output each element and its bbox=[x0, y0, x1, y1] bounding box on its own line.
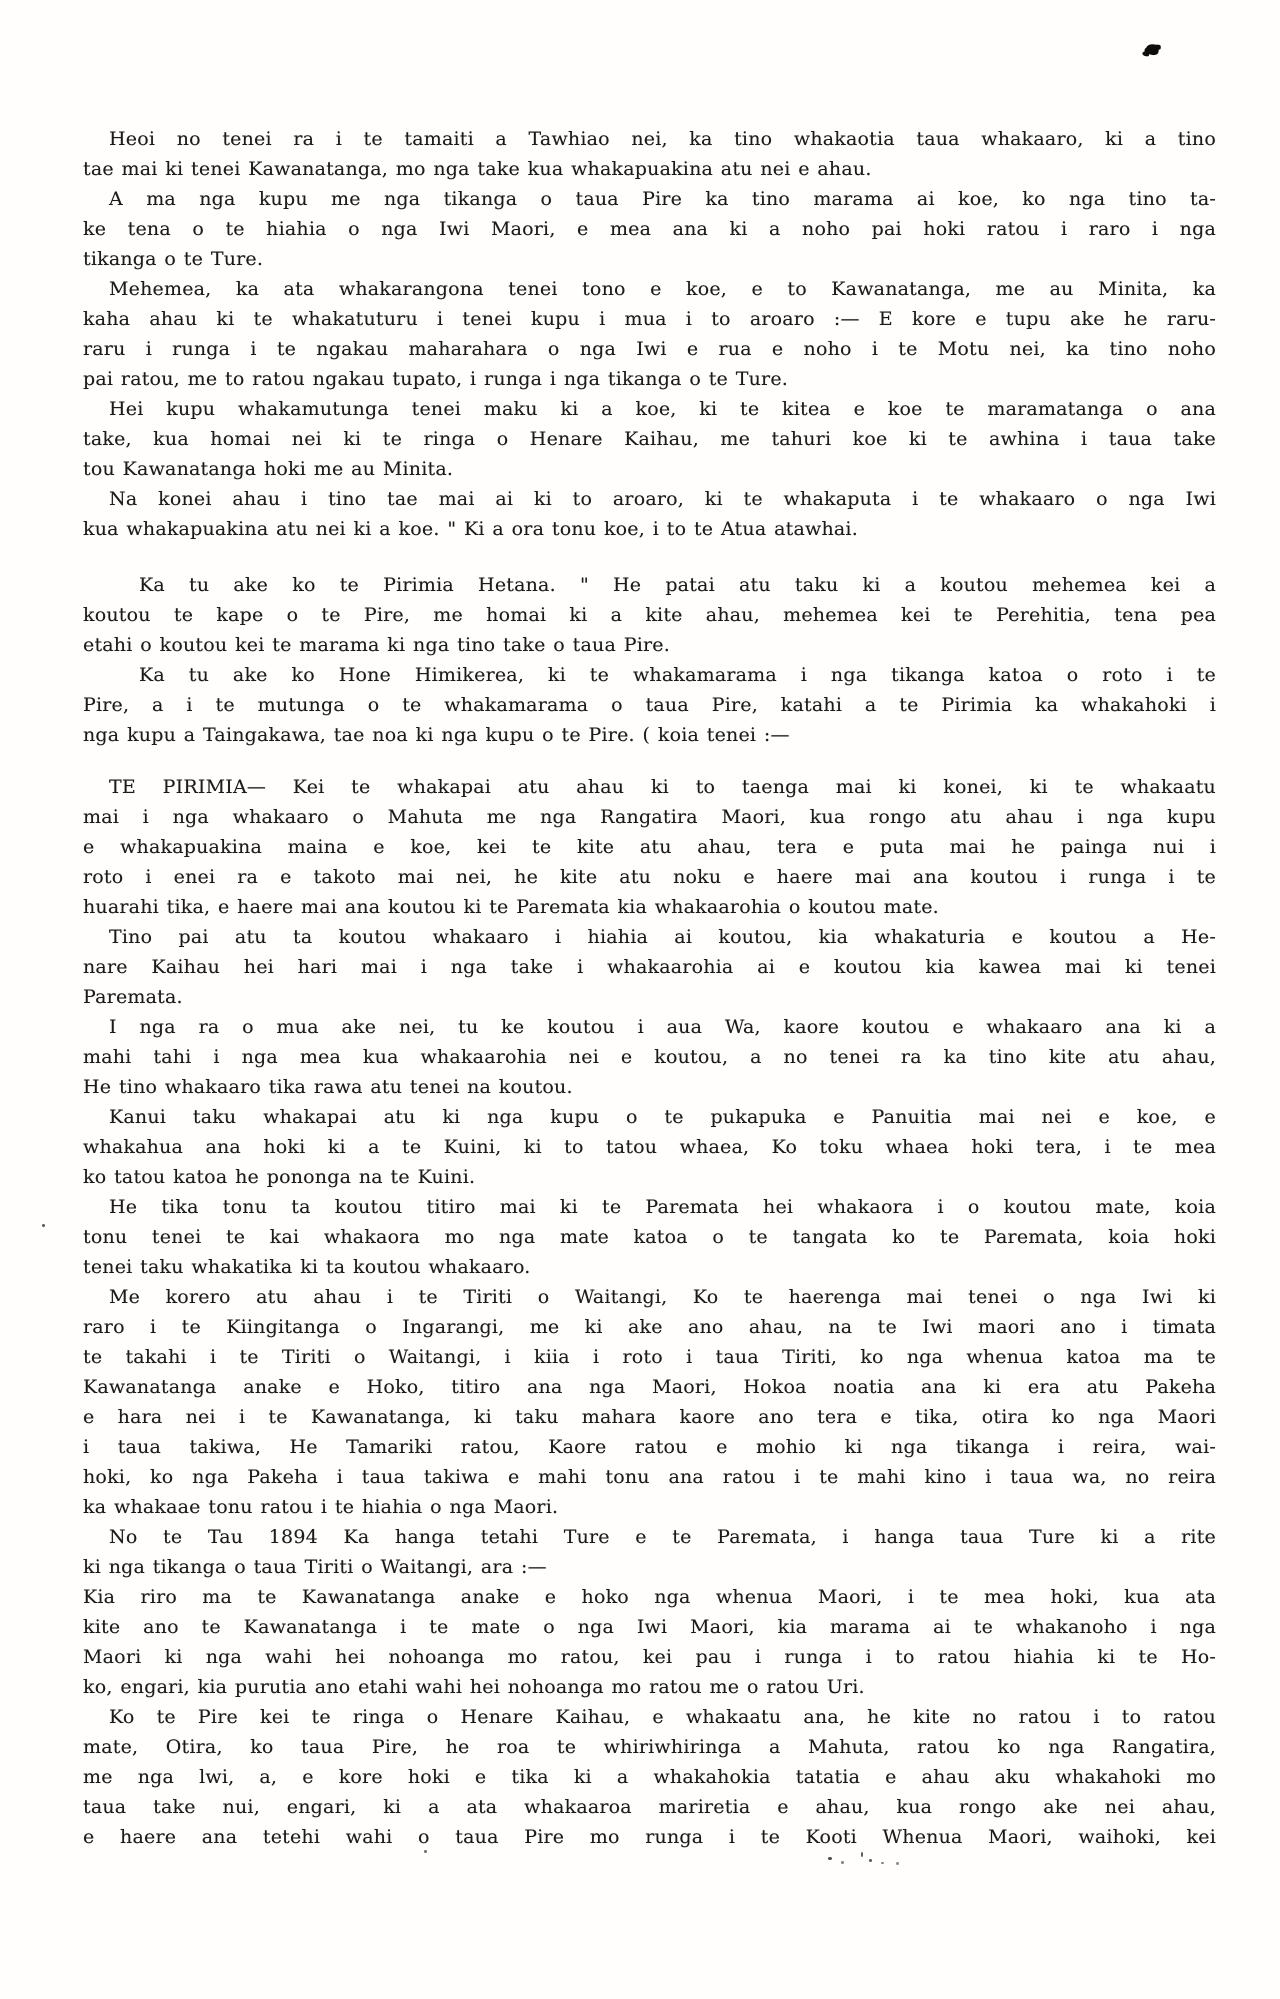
ink-blot-artifact bbox=[1145, 42, 1161, 56]
text-line: raru i runga i te ngakau maharahara o nga Iwi e rua e noho i te Motu nei, ka tino noho bbox=[83, 338, 1216, 360]
text-line: ki nga tikanga o taua Tiriti o Waitangi, ara :— bbox=[83, 1556, 547, 1578]
text-line: Hei kupu whakamutunga tenei maku ki a koe, ki te kitea e koe te maramatanga o ana bbox=[109, 398, 1216, 420]
text-line: Paremata. bbox=[83, 986, 183, 1008]
text-line: tikanga o te Ture. bbox=[83, 248, 264, 270]
text-line: kite ano te Kawanatanga i te mate o nga Iwi Maori, kia marama ai te whakanoho i nga bbox=[83, 1616, 1216, 1638]
text-line: hoki, ko nga Pakeha i taua takiwa e mahi tonu ana ratou i te mahi kino i taua wa, no reira bbox=[83, 1466, 1216, 1488]
text-line: me nga lwi, a, e kore hoki e tika ki a whakahokia tatatia e ahau aku whakahoki mo bbox=[83, 1766, 1216, 1788]
text-line: Kawanatanga anake e Hoko, titiro ana nga Maori, Hokoa noatia ana ki era atu Pakeha bbox=[83, 1376, 1216, 1398]
text-line: tae mai ki tenei Kawanatanga, mo nga take kua whakapuakina atu nei e ahau. bbox=[83, 158, 872, 180]
text-line: Mehemea, ka ata whakarangona tenei tono e koe, e to Kawanatanga, me au Minita, ka bbox=[109, 278, 1216, 300]
text-line: Na konei ahau i tino tae mai ai ki to aroaro, ki te whakaputa i te whakaaro o nga Iwi bbox=[109, 488, 1216, 510]
text-line: huarahi tika, e haere mai ana koutou ki te Paremata kia whakaarohia o koutou mate. bbox=[83, 896, 939, 918]
text-line: Me korero atu ahau i te Tiriti o Waitangi, Ko te haerenga mai tenei o nga Iwi ki bbox=[109, 1286, 1216, 1308]
text-line: e haere ana tetehi wahi o taua Pire mo runga i te Kooti Whenua Maori, waihoki, kei bbox=[83, 1826, 1216, 1848]
text-line: ko tatou katoa he pononga na te Kuini. bbox=[83, 1166, 476, 1188]
text-line: Ka tu ake ko Hone Himikerea, ki te whakamarama i nga tikanga katoa o roto i te bbox=[139, 664, 1216, 686]
text-line: tou Kawanatanga hoki me au Minita. bbox=[83, 458, 454, 480]
text-line: ka whakaae tonu ratou i te hiahia o nga Maori. bbox=[83, 1496, 559, 1518]
text-line: ke tena o te hiahia o nga Iwi Maori, e mea ana ki a noho pai hoki ratou i raro i nga bbox=[83, 218, 1216, 240]
pencil-mark-artifact bbox=[869, 1859, 872, 1862]
text-line: Maori ki nga wahi hei nohoanga mo ratou, kei pau i runga i to ratou hiahia ki te Ho- bbox=[83, 1646, 1216, 1668]
text-line: whakahua ana hoki ki a te Kuini, ki to tatou whaea, Ko toku whaea hoki tera, i te mea bbox=[83, 1136, 1216, 1158]
margin-dot-artifact bbox=[42, 1224, 45, 1227]
text-line: Kia riro ma te Kawanatanga anake e hoko nga whenua Maori, i te mea hoki, kua ata bbox=[83, 1586, 1216, 1608]
text-line: pai ratou, me to ratou ngakau tupato, i runga i nga tikanga o te Ture. bbox=[83, 368, 789, 390]
text-line: No te Tau 1894 Ka hanga tetahi Ture e te Paremata, i hanga taua Ture ki a rite bbox=[109, 1526, 1216, 1548]
text-line: He tika tonu ta koutou titiro mai ki te Paremata hei whakaora i o koutou mate, koia bbox=[109, 1196, 1216, 1218]
text-line: tonu tenei te kai whakaora mo nga mate katoa o te tangata ko te Paremata, koia hoki bbox=[83, 1226, 1216, 1248]
text-line: mate, Otira, ko taua Pire, he roa te whiriwhiringa a Mahuta, ratou ko nga Rangatira, bbox=[83, 1736, 1216, 1758]
text-line: mahi tahi i nga mea kua whakaarohia nei e koutou, a no tenei ra ka tino kite atu ahau, bbox=[83, 1046, 1216, 1068]
text-line: nga kupu a Taingakawa, tae noa ki nga kupu o te Pire. ( koia tenei :— bbox=[83, 724, 790, 746]
pencil-mark-artifact bbox=[881, 1862, 884, 1864]
text-line: nare Kaihau hei hari mai i nga take i whakaarohia ai e koutou kia kawea mai ki tenei bbox=[83, 956, 1216, 978]
stray-dot-artifact bbox=[424, 1850, 427, 1853]
text-line: raro i te Kiingitanga o Ingarangi, me ki ake ano ahau, na te Iwi maori ano i timata bbox=[83, 1316, 1216, 1338]
text-line: te takahi i te Tiriti o Waitangi, i kiia i roto i taua Tiriti, ko nga whenua katoa ma te bbox=[83, 1346, 1216, 1368]
text-line: tenei taku whakatika ki ta koutou whakaaro. bbox=[83, 1256, 531, 1278]
text-line: kua whakapuakina atu nei ki a koe. " Ki a ora tonu koe, i to te Atua atawhai. bbox=[83, 518, 858, 540]
text-line: Ka tu ake ko te Pirimia Hetana. " He patai atu taku ki a koutou mehemea kei a bbox=[139, 574, 1216, 596]
pencil-mark-artifact bbox=[841, 1861, 844, 1864]
text-line: Heoi no tenei ra i te tamaiti a Tawhiao nei, ka tino whakaotia taua whakaaro, ki a tino bbox=[109, 128, 1216, 150]
text-line: take, kua homai nei ki te ringa o Henare Kaihau, me tahuri koe ki te awhina i taua take bbox=[83, 428, 1216, 450]
text-line: I nga ra o mua ake nei, tu ke koutou i aua Wa, kaore koutou e whakaaro ana ki a bbox=[109, 1016, 1216, 1038]
text-line: kaha ahau ki te whakatuturu i tenei kupu i mua i to aroaro :— E kore e tupu ake he raru- bbox=[83, 308, 1216, 330]
text-line: e hara nei i te Kawanatanga, ki taku mahara kaore ano tera e tika, otira ko nga Maori bbox=[83, 1406, 1216, 1428]
text-line: ko, engari, kia purutia ano etahi wahi hei nohoanga mo ratou me o ratou Uri. bbox=[83, 1676, 865, 1698]
text-line: koutou te kape o te Pire, me homai ki a kite ahau, mehemea kei te Perehitia, tena pea bbox=[83, 604, 1216, 626]
text-line: TE PIRIMIA— Kei te whakapai atu ahau ki to taenga mai ki konei, ki te whakaatu bbox=[109, 776, 1216, 798]
text-line: Pire, a i te mutunga o te whakamarama o taua Pire, katahi a te Pirimia ka whakahoki i bbox=[83, 694, 1216, 716]
text-line: Ko te Pire kei te ringa o Henare Kaihau, e whakaatu ana, he kite no ratou i to ratou bbox=[109, 1706, 1216, 1728]
text-line: i taua takiwa, He Tamariki ratou, Kaore ratou e mohio ki nga tikanga i reira, wai- bbox=[83, 1436, 1216, 1458]
text-line: Tino pai atu ta koutou whakaaro i hiahia ai koutou, kia whakaturia e koutou a He- bbox=[109, 926, 1216, 948]
text-line: Kanui taku whakapai atu ki nga kupu o te pukapuka e Panuitia mai nei e koe, e bbox=[109, 1106, 1216, 1128]
text-line: taua take nui, engari, ki a ata whakaaroa mariretia e ahau, kua rongo ake nei ahau, bbox=[83, 1796, 1216, 1818]
text-line: etahi o koutou kei te marama ki nga tino take o taua Pire. bbox=[83, 634, 670, 656]
text-column bbox=[83, 124, 1216, 1852]
text-line: He tino whakaaro tika rawa atu tenei na koutou. bbox=[83, 1076, 573, 1098]
pencil-mark-artifact bbox=[828, 1857, 832, 1860]
text-line: roto i enei ra e takoto mai nei, he kite atu noku e haere mai ana koutou i runga i te bbox=[83, 866, 1216, 888]
text-line: A ma nga kupu me nga tikanga o taua Pire ka tino marama ai koe, ko nga tino ta- bbox=[109, 188, 1216, 210]
text-line: e whakapuakina maina e koe, kei te kite atu ahau, tera e puta mai he painga nui i bbox=[83, 836, 1216, 858]
pencil-mark-artifact bbox=[861, 1852, 863, 1857]
pencil-mark-artifact bbox=[896, 1862, 899, 1865]
text-line: mai i nga whakaaro o Mahuta me nga Rangatira Maori, kua rongo atu ahau i nga kupu bbox=[83, 806, 1216, 828]
